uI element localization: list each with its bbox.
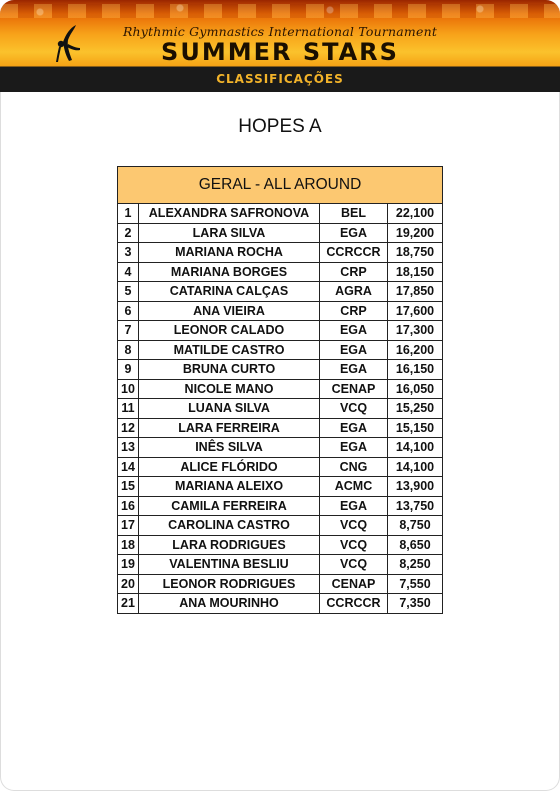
rank-cell: 19 <box>118 555 139 575</box>
score-cell: 8,250 <box>388 555 443 575</box>
rank-cell: 5 <box>118 282 139 302</box>
score-cell: 17,300 <box>388 321 443 341</box>
tournament-title: SUMMER STARS <box>161 38 399 66</box>
name-cell: LEONOR RODRIGUES <box>139 574 320 594</box>
club-cell: CRP <box>320 301 388 321</box>
header-banner <box>0 0 560 92</box>
club-cell: VCQ <box>320 516 388 536</box>
score-cell: 7,550 <box>388 574 443 594</box>
table-row <box>118 340 443 360</box>
score-cell: 14,100 <box>388 457 443 477</box>
club-cell: CCRCCR <box>320 243 388 263</box>
score-cell: 14,100 <box>388 438 443 458</box>
table-row <box>118 223 443 243</box>
name-cell: LARA SILVA <box>139 223 320 243</box>
name-cell: CAROLINA CASTRO <box>139 516 320 536</box>
table-row <box>118 574 443 594</box>
name-cell: ANA VIEIRA <box>139 301 320 321</box>
score-cell: 15,250 <box>388 399 443 419</box>
score-cell: 16,200 <box>388 340 443 360</box>
rank-cell: 10 <box>118 379 139 399</box>
score-cell: 13,900 <box>388 477 443 497</box>
name-cell: CAMILA FERREIRA <box>139 496 320 516</box>
rank-cell: 13 <box>118 438 139 458</box>
table-row <box>118 535 443 555</box>
score-cell: 7,350 <box>388 594 443 614</box>
table-row <box>118 243 443 263</box>
club-cell: EGA <box>320 340 388 360</box>
table-row <box>118 477 443 497</box>
table-row <box>118 360 443 380</box>
name-cell: MARIANA ALEIXO <box>139 477 320 497</box>
rank-cell: 15 <box>118 477 139 497</box>
club-cell: EGA <box>320 438 388 458</box>
rank-cell: 9 <box>118 360 139 380</box>
name-cell: INÊS SILVA <box>139 438 320 458</box>
name-cell: ANA MOURINHO <box>139 594 320 614</box>
table-row <box>118 516 443 536</box>
section-label: CLASSIFICAÇÕES <box>216 72 344 86</box>
club-cell: EGA <box>320 223 388 243</box>
name-cell: LARA FERREIRA <box>139 418 320 438</box>
club-cell: CENAP <box>320 574 388 594</box>
rank-cell: 8 <box>118 340 139 360</box>
score-cell: 19,200 <box>388 223 443 243</box>
table-row <box>118 301 443 321</box>
club-cell: EGA <box>320 321 388 341</box>
rank-cell: 18 <box>118 535 139 555</box>
table-row <box>118 457 443 477</box>
club-cell: CCRCCR <box>320 594 388 614</box>
score-cell: 16,150 <box>388 360 443 380</box>
table-heading: GERAL - ALL AROUND <box>118 167 443 204</box>
name-cell: LEONOR CALADO <box>139 321 320 341</box>
table-row <box>118 496 443 516</box>
category-title: HOPES A <box>238 116 322 137</box>
name-cell: VALENTINA BESLIU <box>139 555 320 575</box>
name-cell: ALICE FLÓRIDO <box>139 457 320 477</box>
club-cell: AGRA <box>320 282 388 302</box>
name-cell: BRUNA CURTO <box>139 360 320 380</box>
name-cell: NICOLE MANO <box>139 379 320 399</box>
name-cell: ALEXANDRA SAFRONOVA <box>139 204 320 224</box>
rank-cell: 20 <box>118 574 139 594</box>
club-cell: VCQ <box>320 555 388 575</box>
score-cell: 8,750 <box>388 516 443 536</box>
name-cell: MARIANA ROCHA <box>139 243 320 263</box>
table-row <box>118 438 443 458</box>
club-cell: VCQ <box>320 399 388 419</box>
rank-cell: 2 <box>118 223 139 243</box>
score-cell: 8,650 <box>388 535 443 555</box>
results-table <box>117 166 443 614</box>
score-cell: 13,750 <box>388 496 443 516</box>
name-cell: LUANA SILVA <box>139 399 320 419</box>
table-row <box>118 282 443 302</box>
club-cell: EGA <box>320 418 388 438</box>
rank-cell: 21 <box>118 594 139 614</box>
score-cell: 17,600 <box>388 301 443 321</box>
club-cell: ACMC <box>320 477 388 497</box>
rank-cell: 14 <box>118 457 139 477</box>
rank-cell: 17 <box>118 516 139 536</box>
club-cell: CRP <box>320 262 388 282</box>
table-row <box>118 204 443 224</box>
rank-cell: 11 <box>118 399 139 419</box>
club-cell: CENAP <box>320 379 388 399</box>
rank-cell: 1 <box>118 204 139 224</box>
score-cell: 15,150 <box>388 418 443 438</box>
gymnast-silhouette-icon <box>52 22 86 66</box>
table-row <box>118 379 443 399</box>
club-cell: BEL <box>320 204 388 224</box>
table-row <box>118 321 443 341</box>
results-body <box>118 204 443 614</box>
name-cell: LARA RODRIGUES <box>139 535 320 555</box>
score-cell: 18,150 <box>388 262 443 282</box>
score-cell: 17,850 <box>388 282 443 302</box>
score-cell: 18,750 <box>388 243 443 263</box>
club-cell: EGA <box>320 360 388 380</box>
rank-cell: 12 <box>118 418 139 438</box>
club-cell: VCQ <box>320 535 388 555</box>
rank-cell: 4 <box>118 262 139 282</box>
table-row <box>118 418 443 438</box>
name-cell: CATARINA CALÇAS <box>139 282 320 302</box>
table-row <box>118 594 443 614</box>
rank-cell: 3 <box>118 243 139 263</box>
club-cell: CNG <box>320 457 388 477</box>
table-row <box>118 555 443 575</box>
tournament-subtitle: Rhythmic Gymnastics International Tournament <box>122 24 438 39</box>
score-cell: 16,050 <box>388 379 443 399</box>
rank-cell: 16 <box>118 496 139 516</box>
club-cell: EGA <box>320 496 388 516</box>
rank-cell: 6 <box>118 301 139 321</box>
table-row <box>118 262 443 282</box>
table-row <box>118 399 443 419</box>
banner-stripe <box>0 4 560 18</box>
name-cell: MARIANA BORGES <box>139 262 320 282</box>
name-cell: MATILDE CASTRO <box>139 340 320 360</box>
rank-cell: 7 <box>118 321 139 341</box>
score-cell: 22,100 <box>388 204 443 224</box>
